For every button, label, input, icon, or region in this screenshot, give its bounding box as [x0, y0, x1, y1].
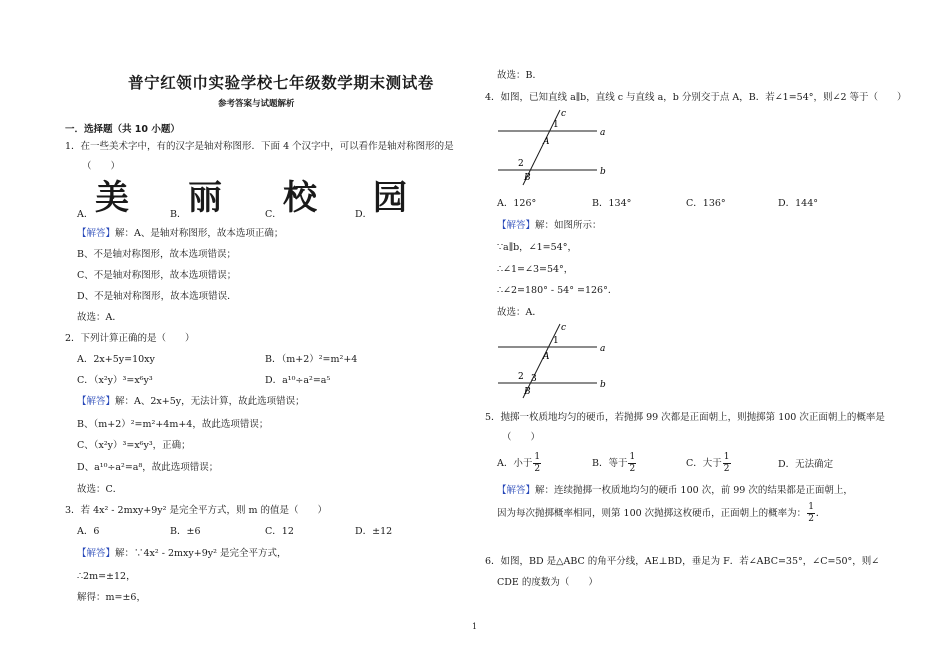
page-title: 普宁红领巾实验学校七年级数学期末测试卷 [128, 74, 434, 92]
q4-solution-line-3: ∴∠1=∠3=54°， [497, 264, 574, 275]
q5-stem: 5．抛掷一枚质地均匀的硬币，若抛掷 99 次都是正面朝上，则抛掷第 100 次正面朝上的概率是 [485, 412, 885, 423]
half-fraction: $\frac{1}{2}$ [534, 452, 541, 474]
q2-solution-line-1: 【解答】解：A、2x+5y，无法计算，故此选项错误； [77, 396, 305, 407]
page-number: 1 [472, 622, 478, 631]
page-subtitle: 参考答案与试题解析 [218, 99, 295, 109]
q1-char-c: 校 [283, 178, 317, 218]
q2-solution-line-3: C、（x²y）³=x⁶y³，正确； [77, 440, 191, 451]
q1-solution-line-4: D、不是轴对称图形，故本选项错误． [77, 291, 237, 302]
label-point-a: A [543, 352, 550, 362]
q6-stem-line-2: CDE 的度数为（ ） [497, 577, 598, 588]
label-c: c [561, 109, 567, 119]
q4-solution-line-2: ∵a∥b，∠1=54°， [497, 242, 577, 253]
q5-option-b: B．等于 $\frac{1}{2}$ [592, 452, 636, 474]
q4-stem: 4．如图，已知直线 a∥b，直线 c 与直线 a，b 分别交于点 A，B．若∠1=54°，则∠2 等于（ ） [485, 92, 907, 103]
q1-paren: （ ） [82, 161, 121, 172]
section-heading: 一．选择题（共 10 小题） [65, 124, 180, 135]
answer-tag: 【解答】 [77, 396, 116, 407]
answer-tag: 【解答】 [77, 228, 116, 239]
q1-option-d: D． [355, 209, 373, 220]
q4-solution-line-4: ∴∠2=180° - 54° =126°． [497, 285, 618, 296]
q2-option-b: B．（m+2）²=m²+4 [265, 354, 358, 365]
label-angle-2: 2 [518, 159, 524, 169]
label-a: a [600, 344, 606, 354]
q4-option-c: C．136° [686, 198, 726, 209]
q5-option-a: A．小于 $\frac{1}{2}$ [497, 452, 541, 474]
q3-solution-line-3: 解得：m=±6， [77, 592, 146, 603]
q5-option-d: D．无法确定 [778, 459, 834, 470]
q5-paren: （ ） [502, 432, 541, 443]
q2-option-a: A．2x+5y=10xy [77, 354, 155, 365]
label-a: a [600, 128, 606, 138]
q2-option-d: D．a¹⁰÷a²=a⁵ [265, 375, 331, 386]
q4-solution-figure [492, 318, 612, 400]
q1-solution-line-3: C、不是轴对称图形，故本选项错误； [77, 270, 237, 281]
answer-tag: 【解答】 [497, 485, 536, 496]
q1-solution-line-2: B、不是轴对称图形，故本选项错误； [77, 249, 236, 260]
q1-answer: 故选：A． [77, 312, 122, 323]
q2-stem: 2．下列计算正确的是（ ） [65, 333, 195, 344]
q3-option-c: C．12 [265, 526, 294, 537]
q2-solution-line-4: D、a¹⁰÷a²=a⁸，故此选项错误； [77, 462, 219, 473]
q3-solution-line-2: ∴2m=±12， [77, 571, 136, 582]
half-fraction: $\frac{1}{2}$ [723, 452, 730, 474]
half-fraction: $\frac{1}{2}$ [808, 502, 814, 524]
q4-option-a: A．126° [497, 198, 537, 209]
q1-solution-line-1: 【解答】解：A、是轴对称图形，故本选项正确； [77, 228, 284, 239]
q1-option-c: C． [265, 209, 282, 220]
q3-answer: 故选：B． [497, 70, 542, 81]
q3-option-d: D．±12 [355, 526, 393, 537]
label-b: b [600, 380, 606, 390]
q3-stem: 3．若 4x² - 2mxy+9y² 是完全平方式，则 m 的值是（ ） [65, 505, 328, 516]
q3-solution-line-1: 【解答】解：∵4x² - 2mxy+9y² 是完全平方式， [77, 548, 287, 559]
q3-option-b: B．±6 [170, 526, 201, 537]
answer-tag: 【解答】 [77, 548, 116, 559]
half-fraction: $\frac{1}{2}$ [629, 452, 636, 474]
q2-solution-line-2: B、（m+2）²=m²+4m+4，故此选项错误； [77, 419, 269, 430]
q1-char-a: 美 [95, 178, 129, 218]
q4-solution-line-1: 【解答】解：如图所示： [497, 220, 602, 231]
q5-solution-line-1: 【解答】解：连续抛掷一枚质地均匀的硬币 100 次，前 99 次的结果都是正面朝上， [497, 485, 853, 496]
q1-option-b: B． [170, 209, 187, 220]
q1-option-a: A． [77, 209, 94, 220]
answer-tag: 【解答】 [497, 220, 536, 231]
q2-option-c: C．（x²y）³=x⁶y³ [77, 375, 153, 386]
q4-figure [492, 104, 612, 186]
q1-stem: 1．在一些美术字中，有的汉字是轴对称图形．下面 4 个汉字中，可以看作是轴对称图形的是 [65, 141, 454, 152]
label-point-b: B [524, 173, 531, 183]
q4-answer: 故选：A． [497, 307, 542, 318]
q6-stem-line-1: 6．如图，BD 是△ABC 的角平分线，AE⊥BD，垂足为 F．若∠ABC=35°，∠C=50°，则∠ [485, 556, 880, 567]
q1-char-d: 园 [373, 178, 407, 218]
q1-char-b: 丽 [188, 178, 222, 218]
label-angle-2: 2 [518, 372, 524, 382]
q5-option-c: C．大于 $\frac{1}{2}$ [686, 452, 730, 474]
q3-option-a: A．6 [77, 526, 100, 537]
label-point-a: A [543, 137, 550, 147]
label-c: c [561, 323, 567, 333]
q5-solution-line-2: 因为每次抛掷概率相同，则第 100 次抛掷这枚硬币，正面朝上的概率为： $\frac{1}{2}$ ． [497, 502, 826, 524]
q4-option-d: D．144° [778, 198, 818, 209]
label-angle-3: 3 [531, 374, 537, 384]
label-angle-1: 1 [553, 120, 559, 130]
q4-option-b: B．134° [592, 198, 632, 209]
q2-answer: 故选：C． [77, 484, 123, 495]
label-point-b: B [524, 387, 531, 397]
label-b: b [600, 167, 606, 177]
label-angle-1: 1 [553, 336, 559, 346]
